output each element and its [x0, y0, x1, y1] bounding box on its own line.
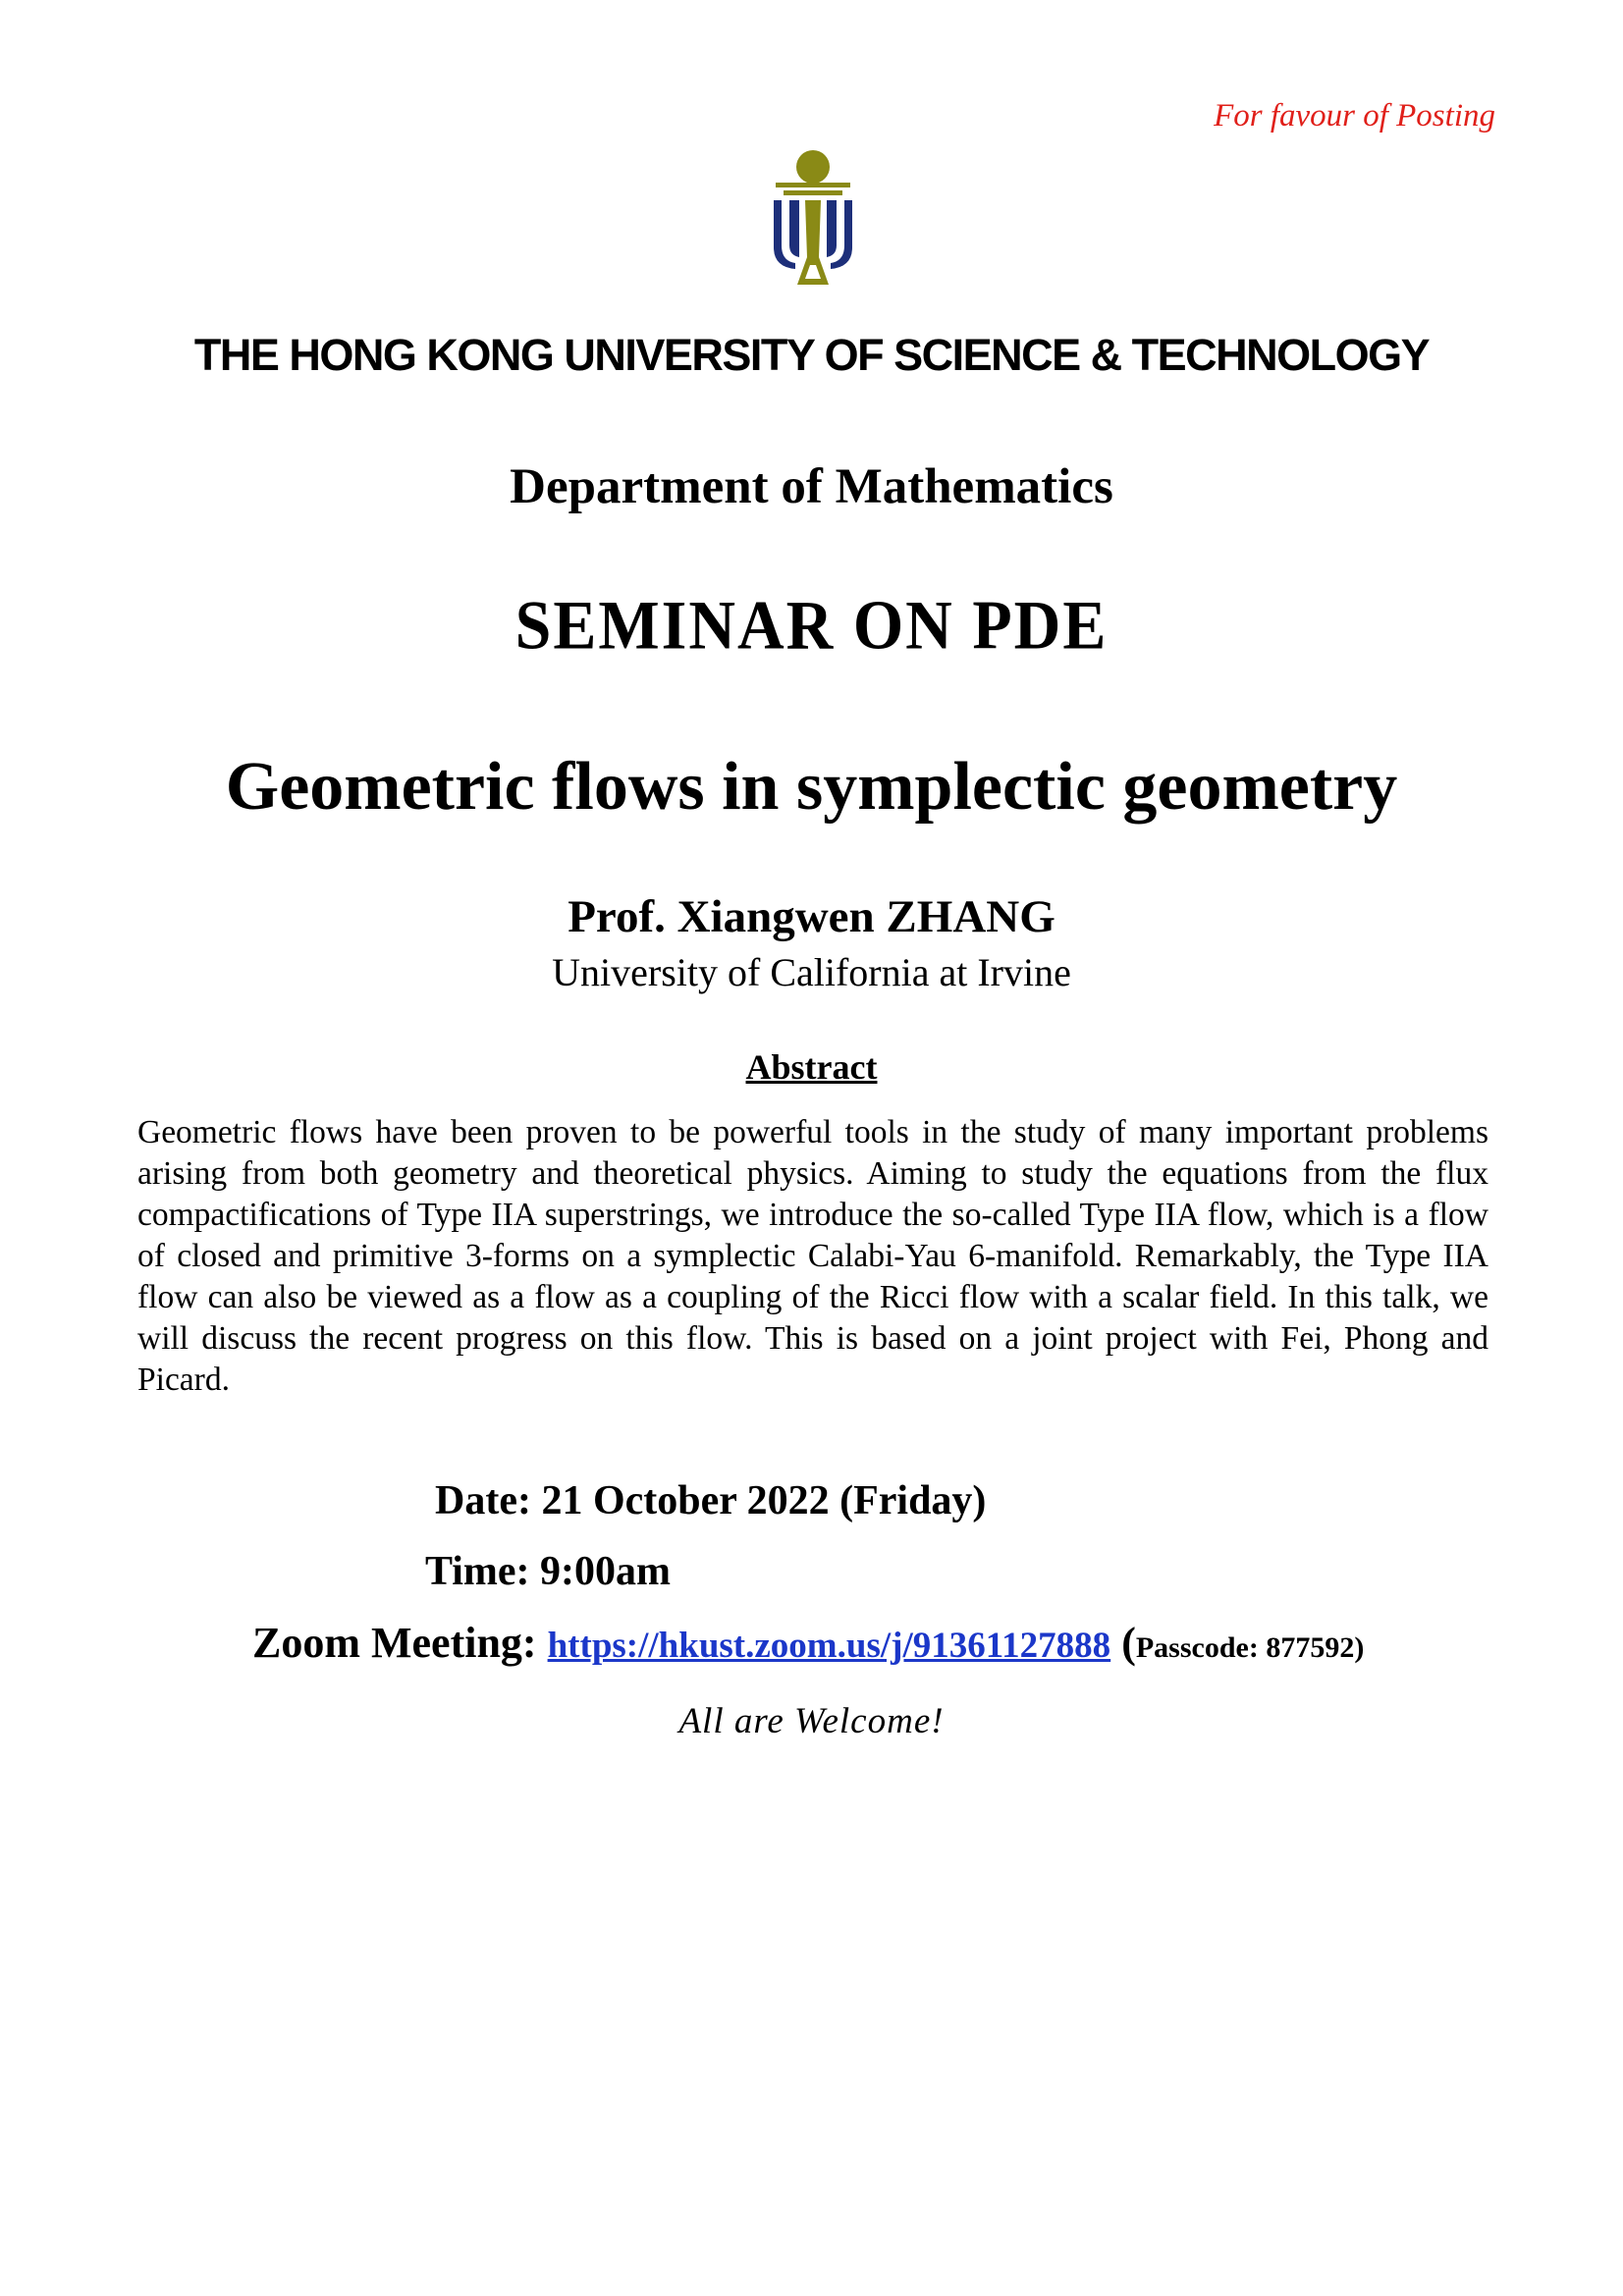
- abstract-text: Geometric flows have been proven to be powerful tools in the study of many important problems arising from both geometry and theoretical physics. Aiming to study the equations from the flux compactifications of Type IIA superstrings, we introduce the so-called Type IIA flow, which is a flow of closed and primitive 3-forms on a symplectic Calabi-Yau 6-manifold. Remarkably, the Type IIA flow can also be viewed as a flow as a coupling of the Ricci flow with a scalar field. In this talk, we will discuss the recent progress on this flow. This is based on a joint project with Fei, Phong and Picard.: [137, 1114, 1488, 1398]
- event-date: Date: 21 October 2022 (Friday): [435, 1478, 987, 1523]
- department-name: Department of Mathematics: [510, 459, 1113, 514]
- abstract-heading: Abstract: [745, 1047, 878, 1087]
- event-time: Time: 9:00am: [425, 1549, 672, 1594]
- speaker-affiliation: University of California at Irvine: [552, 950, 1071, 994]
- hkust-logo-icon: [766, 147, 860, 293]
- zoom-meeting: [252, 1618, 1364, 1668]
- university-name: THE HONG KONG UNIVERSITY OF SCIENCE & TECHNOLOGY: [193, 330, 1430, 380]
- zoom-link[interactable]: https://hkust.zoom.us/j/91361127888: [547, 1626, 1111, 1666]
- zoom-label: Zoom Meeting:: [252, 1619, 548, 1667]
- zoom-passcode: Passcode: 877592): [1135, 1631, 1365, 1664]
- talk-title: Geometric flows in symplectic geometry: [225, 749, 1398, 825]
- welcome-note: All are Welcome!: [678, 1701, 945, 1741]
- zoom-open-paren: (: [1110, 1619, 1136, 1667]
- speaker-name: Prof. Xiangwen ZHANG: [568, 891, 1055, 942]
- posting-note: For favour of Posting: [1214, 98, 1495, 133]
- seminar-title: SEMINAR ON PDE: [514, 587, 1109, 665]
